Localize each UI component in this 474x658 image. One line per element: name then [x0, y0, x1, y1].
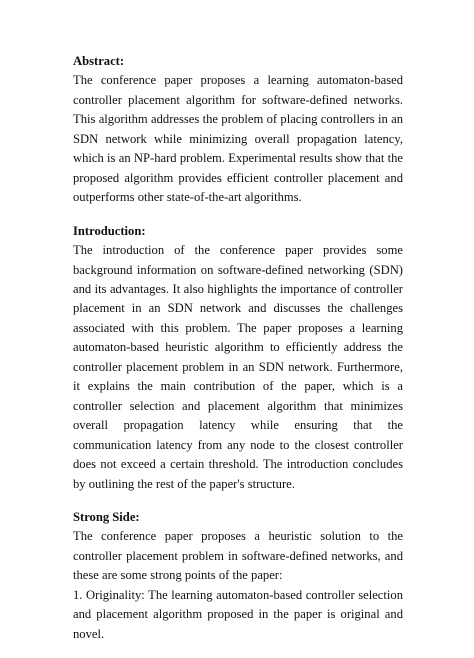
abstract-section — [73, 52, 403, 208]
document-page — [73, 52, 403, 658]
originality-item: 1. Originality: The learning automaton-based controller selection and placement algorithm proposed in the paper is original and novel. — [73, 587, 403, 641]
strong-side-heading: Strong Side: — [73, 509, 140, 524]
introduction-text: The introduction of the conference paper provides some background information on software-defined networking (SDN) and its advantages. It also highlights the importance of controller placement in an SDN network and discusses the challenges associated with this problem. The paper proposes a learning automaton-based heuristic algorithm to efficiently address the controller placement problem in an SDN network. Furthermore, it explains the main contribution of the paper, which is a controller selection and placement algorithm that minimizes overall propagation latency while ensuring that the communication latency from any node to the closest controller does not exceed a certain threshold. The introduction concludes by outlining the rest of the paper's structure. — [73, 243, 403, 491]
introduction-heading: Introduction: — [73, 223, 146, 238]
strong-side-text: The conference paper proposes a heuristic solution to the controller placement problem in software-defined networks, and these are some strong points of the paper: — [73, 529, 403, 583]
strong-side-section — [73, 508, 403, 644]
abstract-text: The conference paper proposes a learning automaton-based controller placement algorithm for software-defined networks. This algorithm addresses the problem of placing controllers in an SDN network while minimizing overall propagation latency, which is an NP-hard problem. Experimental results show that the proposed algorithm provides efficient controller placement and outperforms other state-of-the-art algorithms. — [73, 73, 403, 205]
abstract-heading: Abstract: — [73, 54, 125, 68]
introduction-section — [73, 222, 403, 494]
